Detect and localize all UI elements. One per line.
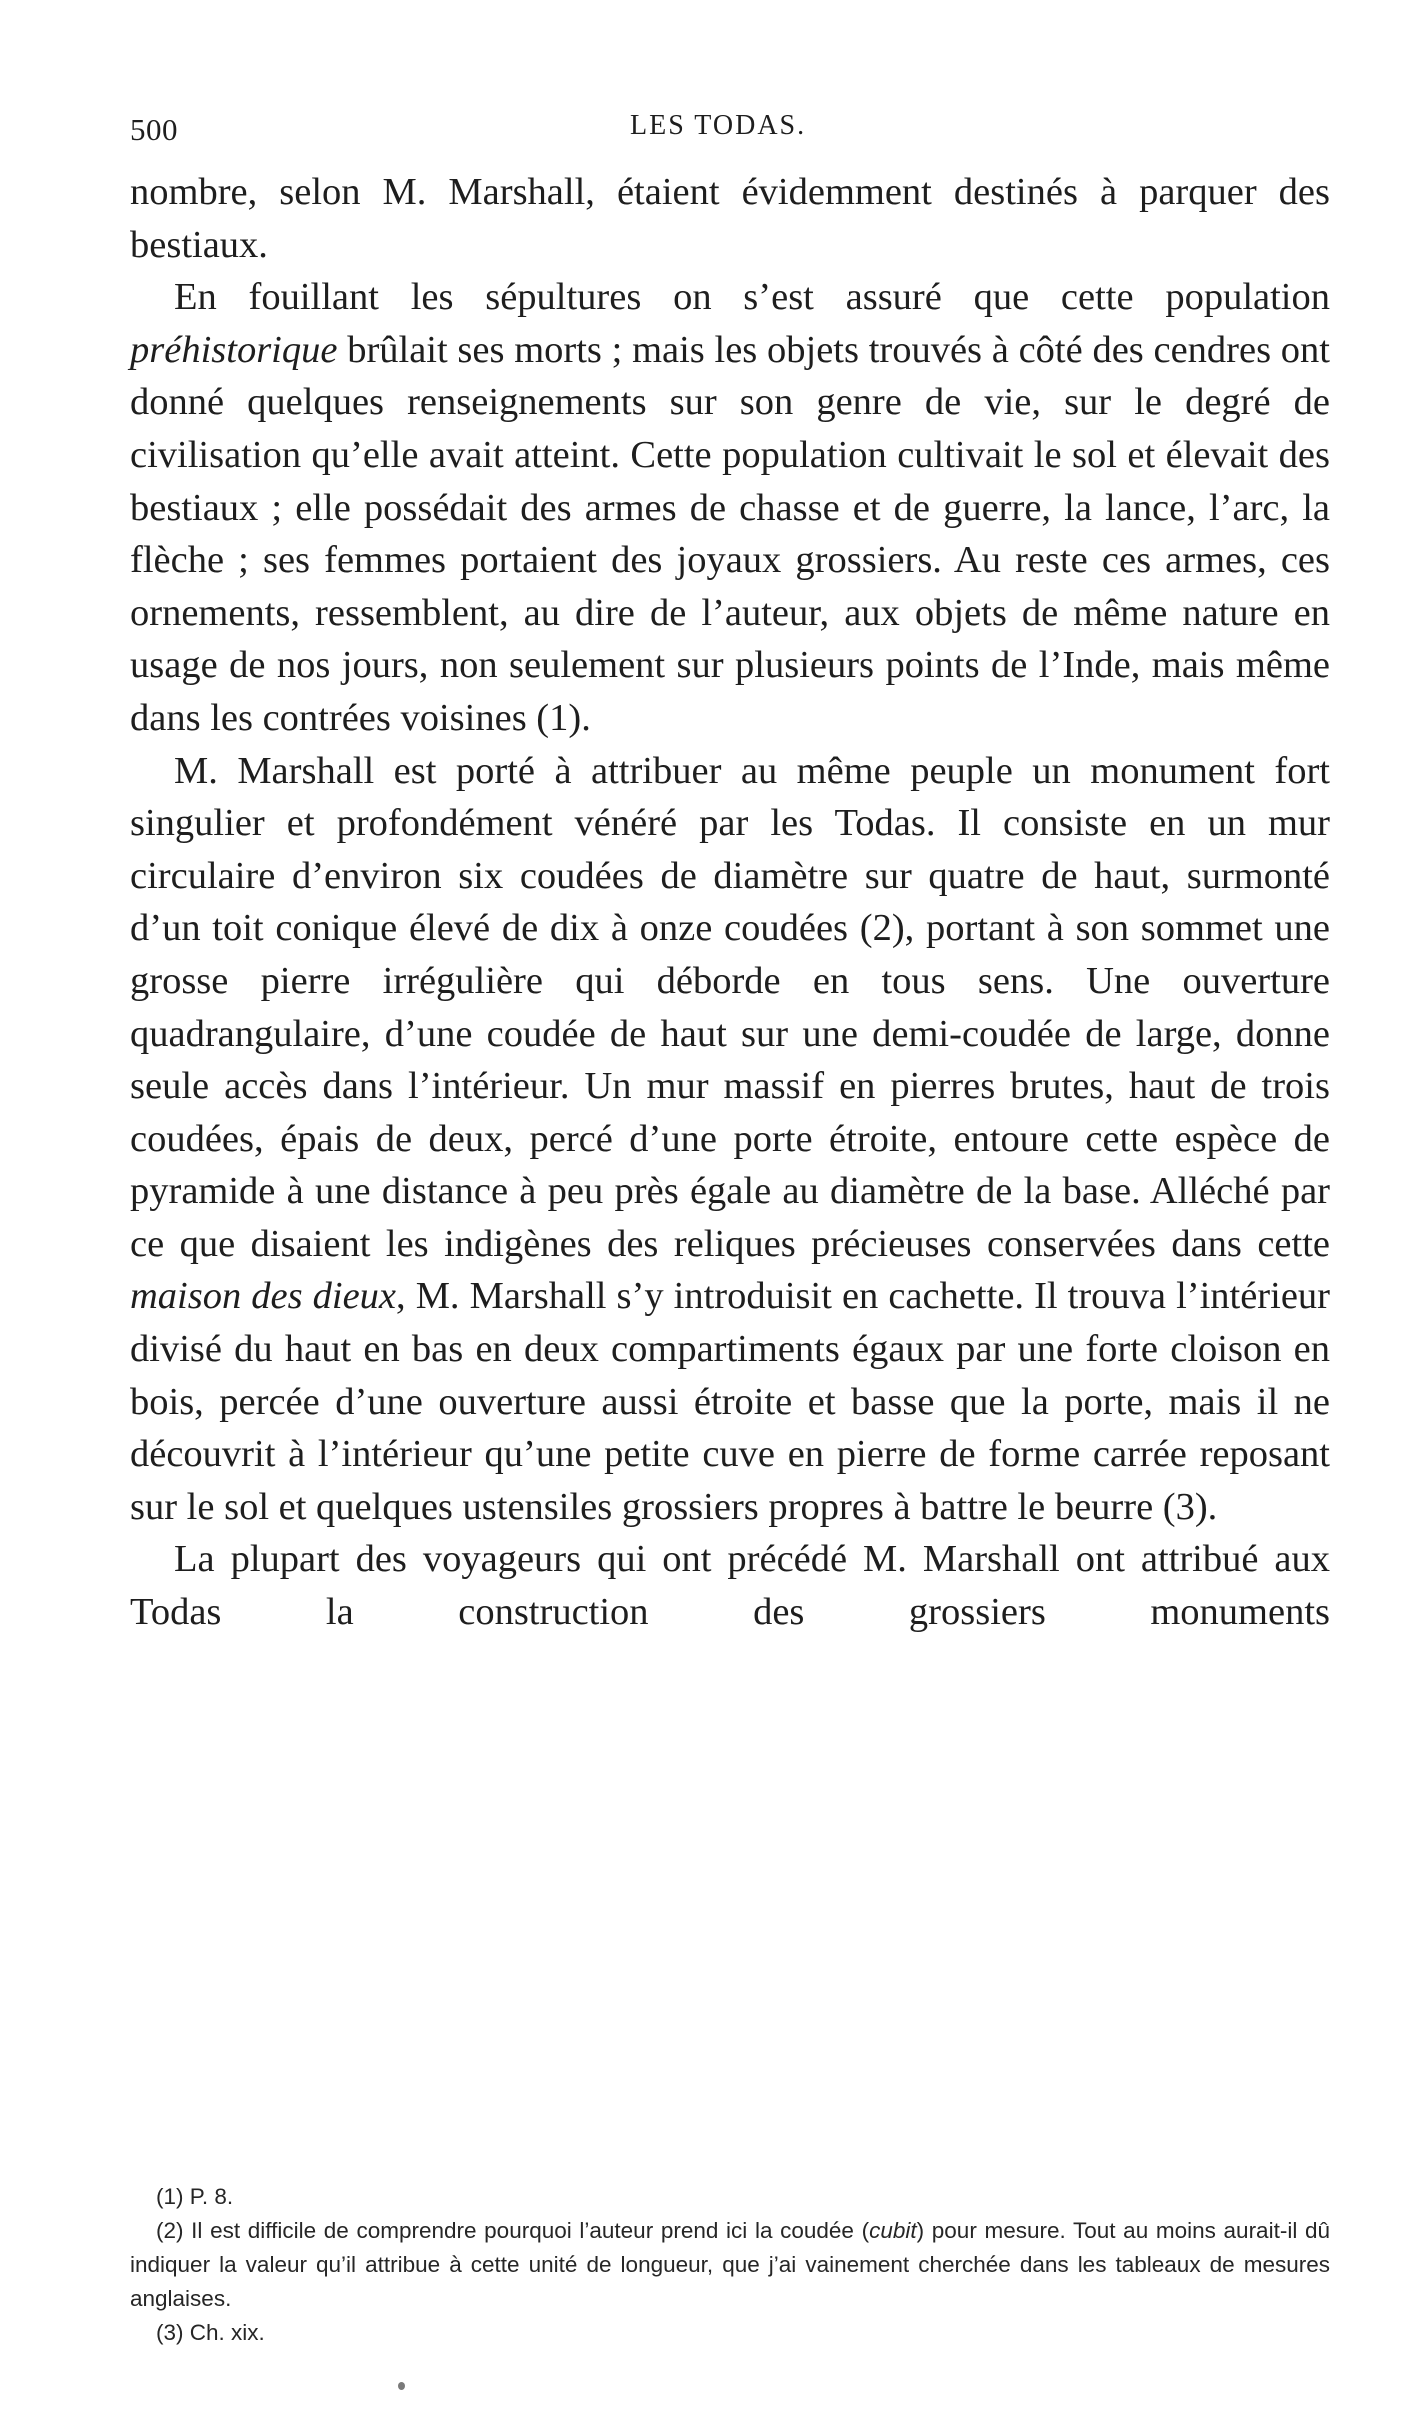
paragraph-4-text: La plupart des voyageurs qui ont précédé M. Marshall ont attribué aux Todas la construction des grossiers monuments xyxy=(130,1538,1330,1634)
paragraph-2-text-start: En fouillant les sépultures on s’est assuré que cette population xyxy=(174,276,1330,319)
paragraph-3-text-end: , M. Marshall s’y introduisit en cachette. Il trouva l’intérieur divisé du haut en bas en deux compartiments égaux par une forte cloison en bois, percée d’une ouverture aussi étroite et basse que la porte, mais il ne découvrit à l’intérieur qu’une petite cuve en pierre de forme carrée reposant sur le sol et quelques ustensiles grossiers propres à battre le beurre (3). xyxy=(130,1275,1330,1528)
footnotes xyxy=(130,2180,1330,2350)
body-text xyxy=(130,166,1330,1639)
paragraph-3-text-start: M. Marshall est porté à attribuer au même peuple un monument fort singulier et profondément vénéré par les Todas. Il consiste en un mur circulaire d’environ six coudées de diamètre sur quatre de haut, surmonté d’un toit conique élevé de dix à onze coudées (2), portant à son sommet une grosse pierre irrégulière qui déborde en tous sens. Une ouverture quadrangulaire, d’une coudée de haut sur une demi-coudée de large, donne seule accès dans l’intérieur. Un mur massif en pierres brutes, haut de trois coudées, épais de deux, percé d’une porte étroite, entoure cette espèce de pyramide à une distance à peu près égale au diamètre de la base. Alléché par ce que disaient les indigènes des reliques précieuses conservées dans cette xyxy=(130,749,1330,1265)
paragraph-2-text-end: brûlait ses morts ; mais les objets trouvés à côté des cendres ont donné quelques renseignements sur son genre de vie, sur le degré de civilisation qu’elle avait atteint. Cette population cultivait le sol et élevait des bestiaux ; elle possédait des armes de chasse et de guerre, la lance, l’arc, la flèche ; ses femmes portaient des joyaux grossiers. Au reste ces armes, ces ornements, ressemblent, au dire de l’auteur, aux objets de même nature en usage de nos jours, non seulement sur plusieurs points de l’Inde, mais même dans les contrées voisines (1). xyxy=(130,328,1330,739)
running-title: LES TODAS. xyxy=(630,110,807,141)
running-head xyxy=(130,112,1330,152)
footnote-2-text-end: ) pour mesure. Tout au moins aurait-il dû indiquer la valeur qu’il attribue à cette unité de longueur, que j’ai vainement cherchée dans les tableaux de mesures anglaises. xyxy=(130,2218,1330,2311)
paragraph-2-italic: préhistorique xyxy=(130,328,338,371)
ink-speck xyxy=(398,2382,405,2390)
paragraph-3 xyxy=(130,745,1330,1534)
footnote-2-text-start: (2) Il est difficile de comprendre pourquoi l’auteur prend ici la coudée ( xyxy=(156,2218,870,2243)
paragraph-3-italic: maison des dieux xyxy=(130,1275,397,1318)
paragraph-1-text: nombre, selon M. Marshall, étaient évidemment destinés à parquer des bestiaux. xyxy=(130,171,1330,266)
footnote-2 xyxy=(130,2214,1330,2316)
page-number: 500 xyxy=(130,112,178,147)
paragraph-4 xyxy=(130,1533,1330,1638)
footnote-3: (3) Ch. xix. xyxy=(156,2320,265,2345)
footnote-2-italic: cubit xyxy=(869,2218,917,2243)
paragraph-2 xyxy=(130,271,1330,744)
footnote-1: (1) P. 8. xyxy=(156,2184,234,2209)
paragraph-1 xyxy=(130,166,1330,271)
